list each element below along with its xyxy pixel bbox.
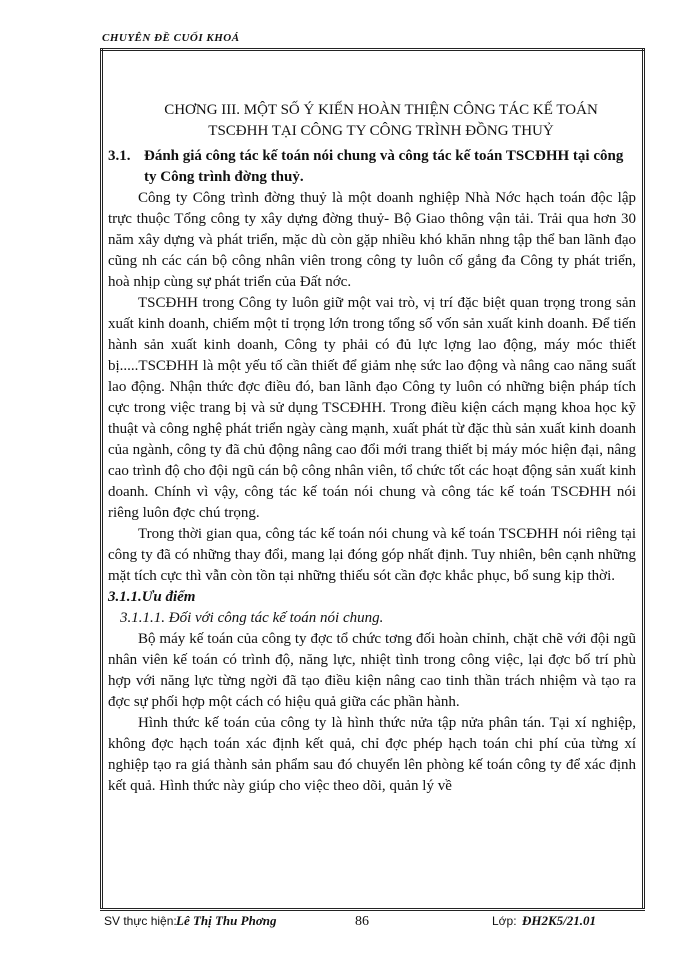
header-frame [100,28,645,51]
class-label: Lớp: [492,914,517,928]
paragraph-4: Bộ máy kế toán của công ty đợc tổ chức tơng đối hoàn chỉnh, chặt chẽ với đội ngũ nhân viên kế toán có trình độ, năng lực, nhiệt tình trong công việc, lại đợc bố trí phù hợp với năng lực từng ngời đã tạo điều kiện nâng cao tinh thần trách nhiệm và tạo ra đợc sự phối hợp một cách có hiệu quả giữa các phần hành. [108,631,636,710]
header-title: CHUYÊN ĐỀ CUỐI KHOÁ [102,32,240,44]
section-title: Đánh giá công tác kế toán nói chung và công tác kế toán TSCĐHH tại công ty Công trình đờng thuỷ. [144,148,624,185]
paragraph-3: Trong thời gian qua, công tác kế toán nói chung và kế toán TSCĐHH nói riêng tại công ty đã có những thay đổi, mang lại đóng góp nhất định. Tuy nhiên, bên cạnh những mặt tích cực thì vẫn còn tồn tại những thiếu sót cần đợc khắc phục, bổ sung kịp thời. [108,526,636,584]
page-content [108,100,636,797]
section-heading-3-1-1-1: 3.1.1.1. Đối với công tác kế toán nói chung. [120,610,384,626]
section-number: 3.1. [108,148,131,164]
left-border-line [100,48,103,908]
paragraph-1: Công ty Công trình đờng thuỷ là một doanh nghiệp Nhà Nớc hạch toán độc lập trực thuộc Tổng công ty xây dựng đờng thuỷ- Bộ Giao thông vận tải. Trải qua hơn 30 năm xây dựng và phát triển, mặc dù còn gặp nhiều khó khăn nhng tập thể ban lãnh đạo cũng nh các cán bộ công nhân viên trong công ty luôn cố gắng đa Công ty phát triển, hoà nhịp cùng sự phát triển của Đất nớc. [108,190,636,290]
chapter-title [126,100,636,142]
section-heading-3-1-1: 3.1.1.Ưu điểm [108,589,196,605]
student-label: SV thực hiện: [104,914,177,928]
section-heading-3-1 [108,146,636,188]
footer-rule [100,908,645,911]
chapter-title-line2: TSCĐHH TẠI CÔNG TY CÔNG TRÌNH ĐỒNG THUỶ [208,123,554,139]
page-number: 86 [355,914,369,929]
student-name: Lê Thị Thu Phơng [176,913,277,928]
paragraph-5: Hình thức kế toán của công ty là hình thức nửa tập nửa phân tán. Tại xí nghiệp, không đợc hạch toán xác định kết quả, chỉ đợc phép hạch toán chi phí của từng xí nghiệp tạo ra giá thành sản phẩm sau đó chuyển lên phòng kế toán công ty để xác định kết quả. Hình thức này giúp cho việc theo dõi, quản lý về [108,715,636,794]
right-border-line [642,48,645,908]
page-footer [100,914,645,932]
chapter-title-line1: CHƠNG III. MỘT SỐ Ý KIẾN HOÀN THIỆN CÔNG TÁC KẾ TOÁN [164,102,598,118]
paragraph-2: TSCĐHH trong Công ty luôn giữ một vai trò, vị trí đặc biệt quan trọng trong sản xuất kinh doanh, chiếm một tỉ trọng lớn trong tổng số vốn sản xuất kinh doanh. Để tiến hành sản xuất kinh doanh, Công ty phải có đủ lực lợng lao động, máy móc thiết bị.....TSCĐHH là một yếu tố cần thiết để giảm nhẹ sức lao động và nâng cao năng suất lao động. Nhận thức đợc điều đó, ban lãnh đạo Công ty luôn có những biện pháp tích cực trong việc trang bị và sử dụng TSCĐHH. Trong điều kiện cách mạng khoa học kỹ thuật và công nghệ phát triển ngày càng mạnh, xuất phát từ đặc thù sản xuất kinh doanh của ngành, công ty đã chủ động nâng cao đổi mới trang thiết bị máy móc hiện đại, nâng cao trình độ cho đội ngũ cán bộ công nhân viên, tổ chức tốt các hoạt động sản xuất kinh doanh. Chính vì vậy, công tác kế toán nói chung và công tác kế toán TSCĐHH nói riêng luôn đợc chú trọng. [108,295,636,521]
class-value: ĐH2K5/21.01 [522,913,597,928]
